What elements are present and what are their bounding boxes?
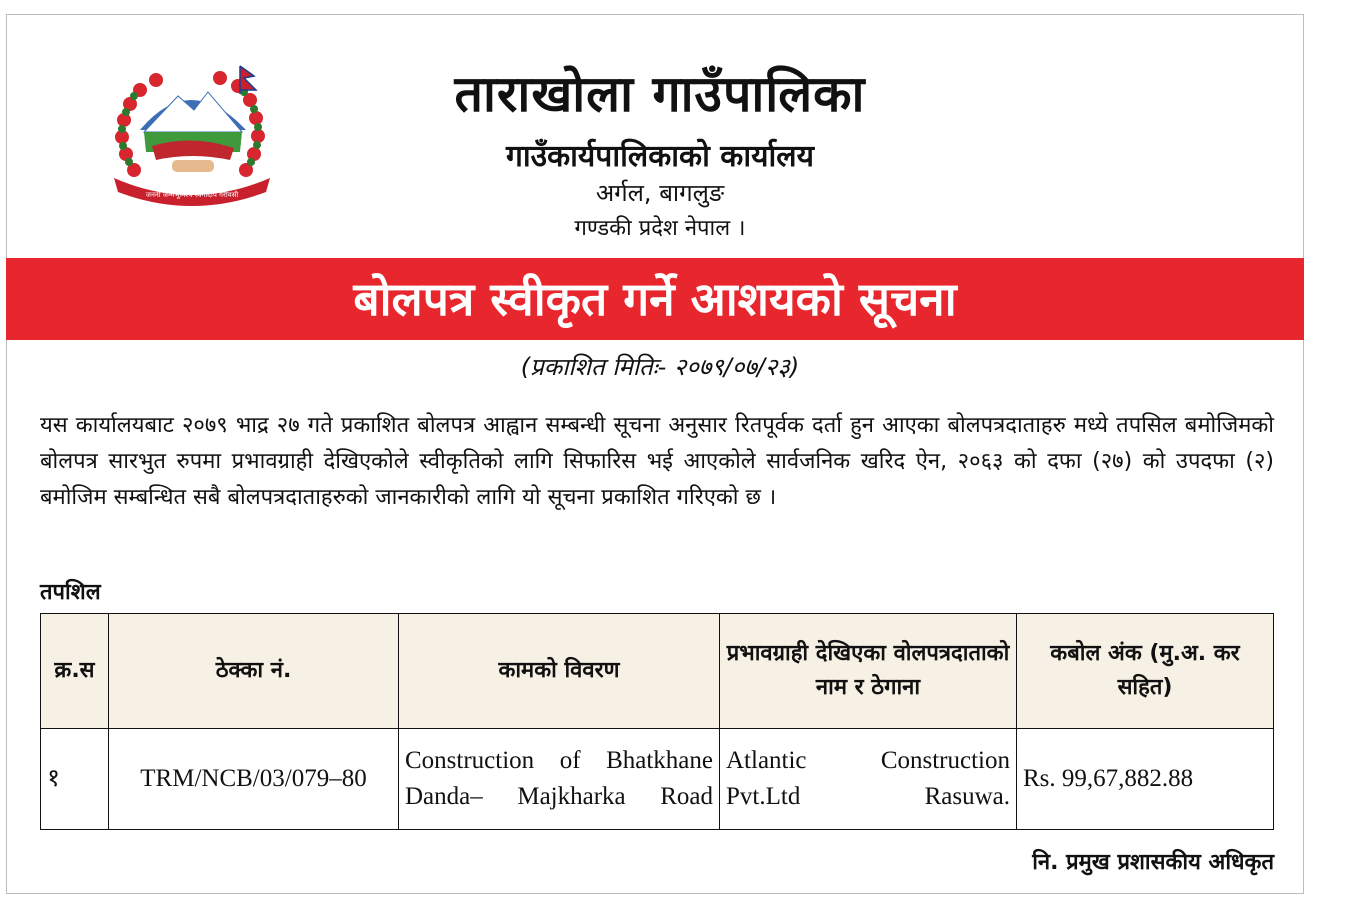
publication-date: (प्रकाशित मितिः- २०७९/०७/२३) (520, 353, 800, 381)
bid-table (40, 613, 1274, 830)
page-title: ताराखोला गाउँपालिका (454, 65, 866, 123)
cell-bidder: Atlantic Construction Pvt.Ltd Rasuwa. (720, 729, 1017, 830)
col-header-description: कामको विवरण (399, 614, 720, 729)
col-header-amount: कबोल अंक (मु.अ. कर सहित) (1017, 614, 1274, 729)
cell-amount: Rs. 99,67,882.88 (1017, 729, 1274, 830)
emblem-motto: जननी जन्मभूमिश्च स्वर्गादपि गरीयसी (145, 191, 239, 199)
notice-banner (6, 258, 1304, 340)
col-header-contract-no: ठेक्का नं. (109, 614, 399, 729)
office-name: गाउँकार्यपालिकाको कार्यालय (505, 139, 814, 174)
table-row (41, 729, 1274, 830)
nepal-emblem-icon (100, 60, 284, 216)
notice-body: यस कार्यालयबाट २०७९ भाद्र २७ गते प्रकाशित बोलपत्र आह्वान सम्बन्धी सूचना अनुसार रितपूर्वक दर्ता हुन आएका बोलपत्रदाताहरु मध्ये तपसिल बमोजिमको बोलपत्र सारभुत रुपमा प्रभावग्राही देखिएकोले स्वीकृतिको लागि सिफारिस भई आएकोले सार्वजनिक खरिद ऐन, २०६३ को दफा (२७) को उपदफा (२) बमोजिम सम्बन्धित सबै बोलपत्रदाताहरुको जानकारीको लागि यो सूचना प्रकाशित गरिएको छ । (40, 413, 1274, 510)
address-line-2: गण्डकी प्रदेश नेपाल । (574, 216, 746, 241)
notice-banner-title: बोलपत्र स्वीकृत गर्ने आशयको सूचना (353, 272, 957, 326)
cell-contract-no: TRM/NCB/03/079–80 (109, 729, 399, 830)
table-caption: तपशिल (40, 580, 101, 605)
signatory-title: नि. प्रमुख प्रशासकीय अधिकृत (1032, 850, 1274, 875)
col-header-sn: क्र.स (41, 614, 109, 729)
cell-sn: १ (41, 729, 109, 830)
cell-description: Construction of Bhatkhane Danda– Majkharka Road (399, 729, 720, 830)
table-header-row (41, 614, 1274, 729)
col-header-bidder: प्रभावग्राही देखिएका वोलपत्रदाताको नाम र ठेगाना (720, 614, 1017, 729)
address-line-1: अर्गल, बागलुङ (595, 179, 725, 207)
